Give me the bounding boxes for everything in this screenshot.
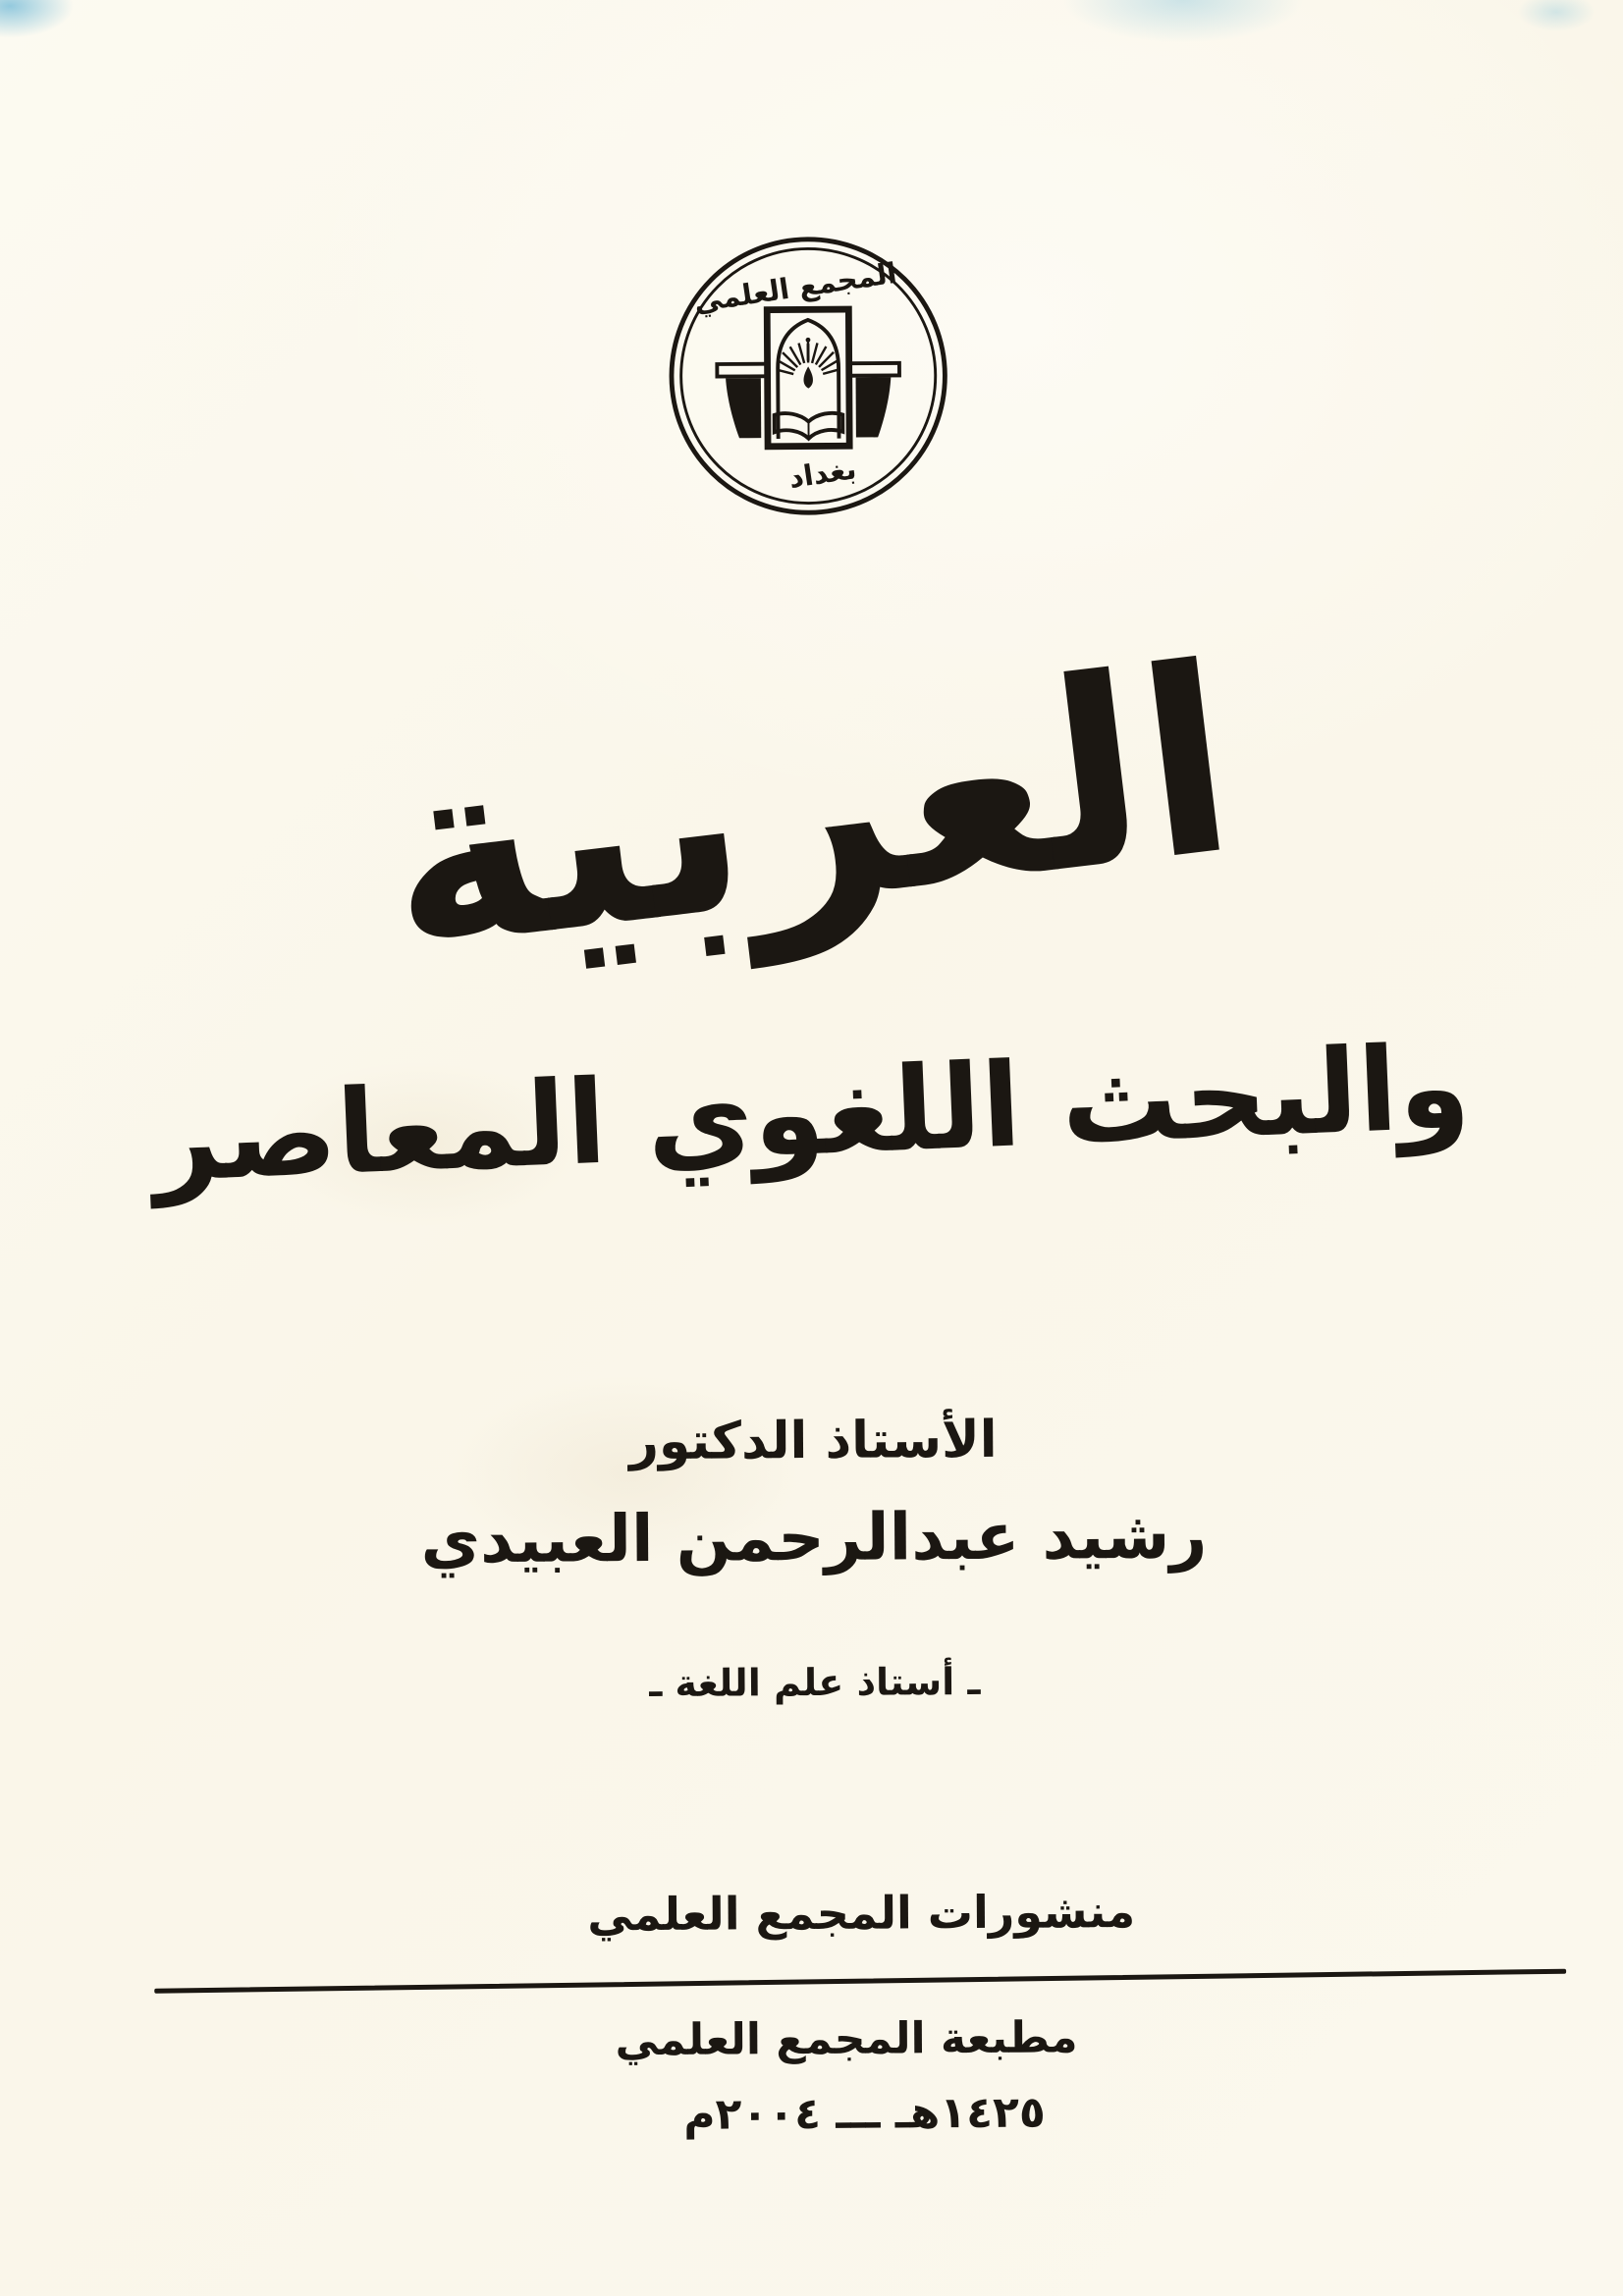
book-subtitle: والبحث اللغوي المعاصر <box>149 1018 1473 1208</box>
left-bar-icon <box>717 364 767 377</box>
divider-rule <box>154 1969 1566 1994</box>
publisher-line: منشورات المجمع العلمي <box>587 1885 1136 1942</box>
press-line: مطبعة المجمع العلمي <box>615 2012 1078 2066</box>
author-name: رشيد عبدالرحمن العبيدي <box>420 1497 1208 1578</box>
book-title: العربية <box>370 610 1249 1009</box>
seal-bottom-text: بغداد <box>786 452 859 495</box>
right-bar-icon <box>849 363 899 376</box>
left-pillar-icon <box>726 378 761 438</box>
seal-top-text: المجمع العلمي <box>691 255 899 319</box>
finial-tip-icon <box>806 338 811 343</box>
author-role: ـ أستاذ علم اللغة ـ <box>649 1659 981 1706</box>
academy-seal <box>665 233 951 519</box>
seal-emblem <box>717 309 899 447</box>
right-pillar-icon <box>856 377 892 437</box>
flame-icon <box>803 366 813 388</box>
author-honorific: الأستاذ الدكتور <box>628 1410 998 1472</box>
date-line: ١٤٢٥هـ ـــ ٢٠٠٤م <box>683 2087 1046 2140</box>
